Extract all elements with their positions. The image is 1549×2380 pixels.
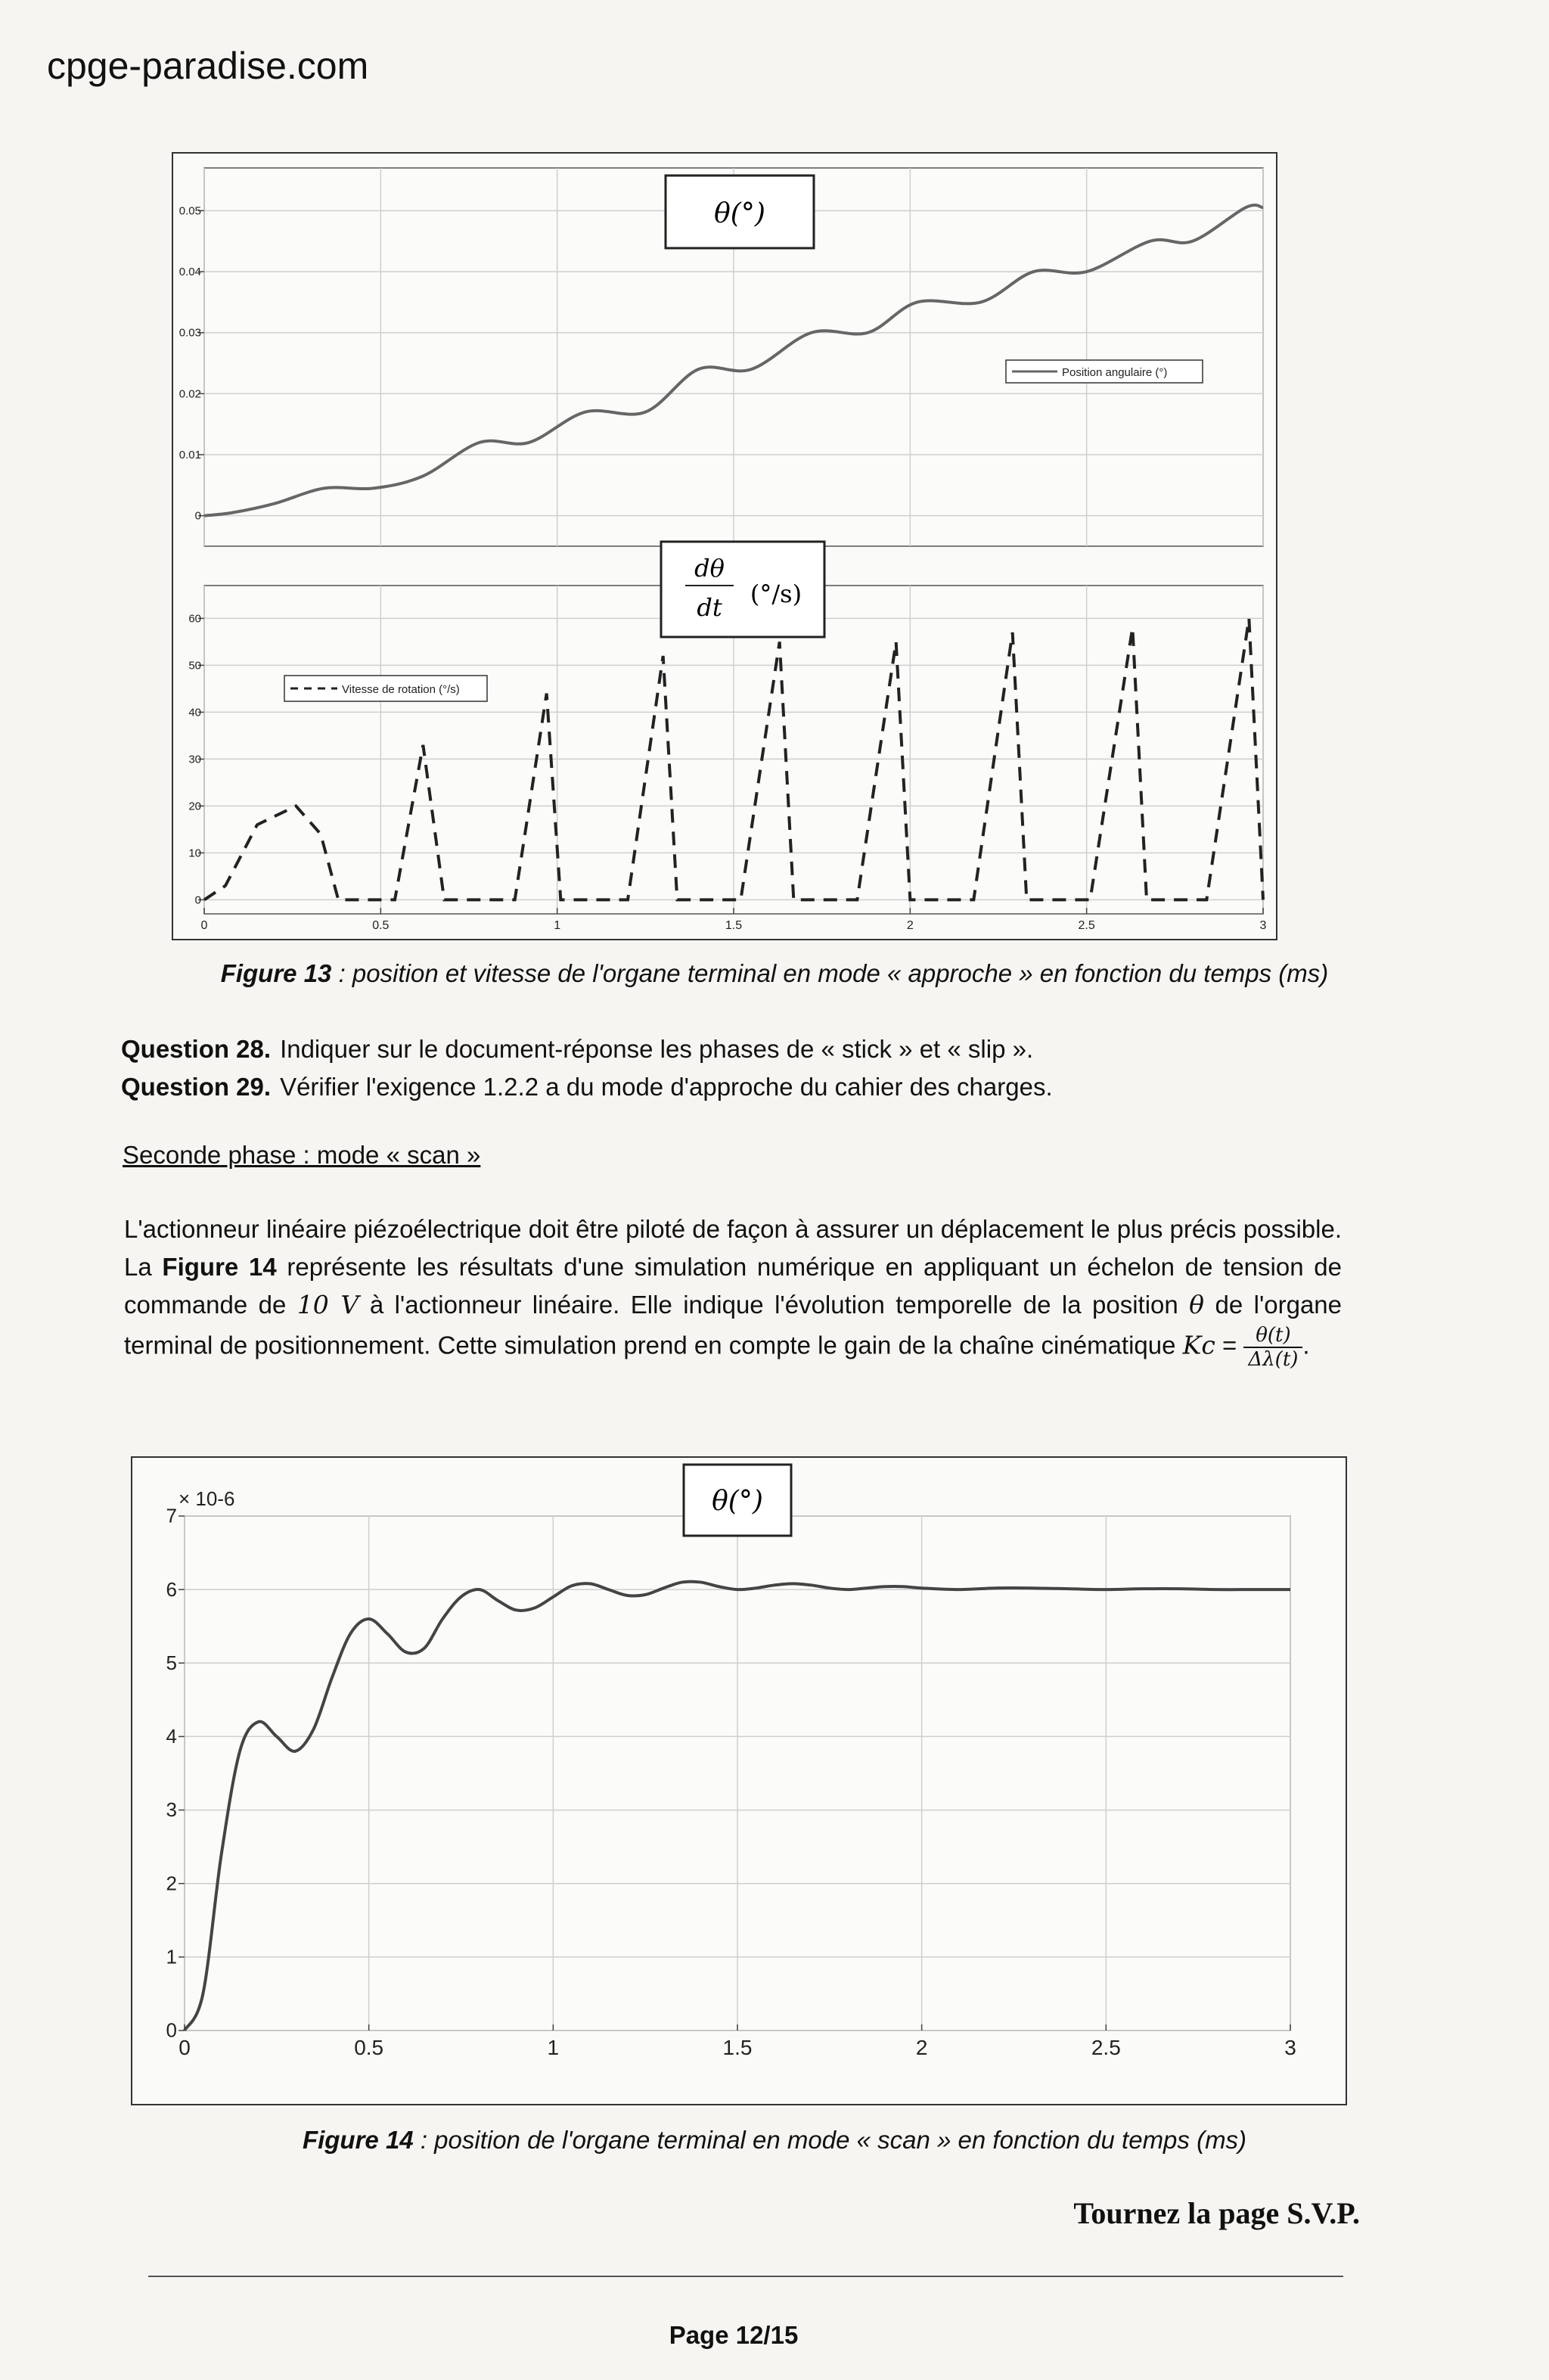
- footer-rule: [148, 2276, 1343, 2277]
- page-number: Page 12/15: [669, 2321, 799, 2349]
- turn-page-note: Tournez la page S.V.P.: [1073, 2196, 1360, 2230]
- x-tick-label: 2.5: [1091, 2036, 1121, 2059]
- kc-denominator: Δλ(t): [1248, 1348, 1299, 1371]
- y-tick-label: 0: [194, 893, 201, 907]
- watermark: cpge-paradise.com: [47, 45, 369, 87]
- y-tick-label: 5: [166, 1651, 177, 1674]
- y-tick-label: 0: [166, 2018, 177, 2042]
- question-28: [121, 1035, 1033, 1064]
- figure-14-chart: [129, 1454, 1354, 2112]
- legend-velocity-label: Vitesse de rotation (°/s): [342, 683, 460, 696]
- paragraph-kc: Kc: [1182, 1330, 1215, 1360]
- y-tick-label: 0.04: [178, 266, 201, 279]
- figure-13-caption-label: Figure 13: [220, 959, 332, 987]
- paragraph-voltage: 10 V: [296, 1290, 359, 1319]
- x-tick-label: 0: [200, 919, 208, 932]
- y-tick-label: 6: [166, 1577, 177, 1601]
- y-tick-label: 1: [166, 1945, 177, 1968]
- x-tick-label: 1.5: [725, 919, 743, 932]
- figure-13-chart: [166, 148, 1286, 950]
- paragraph-text-3: à l'actionneur linéaire. Elle indique l'évolution temporelle de la position: [359, 1291, 1190, 1319]
- paragraph-figure-ref: Figure 14: [162, 1253, 277, 1281]
- x-tick-label: 2: [915, 2036, 928, 2059]
- x-tick-label: 2: [906, 919, 914, 932]
- x-tick-label: 1.5: [722, 2036, 753, 2059]
- y-tick-label: 40: [188, 706, 201, 719]
- x-tick-label: 2.5: [1078, 919, 1095, 932]
- question-29: [121, 1073, 1053, 1101]
- legend-position-label: Position angulaire (°): [1062, 366, 1168, 379]
- paragraph-text-2: représente les résultats d'une simulation numérique en appliquant un échelon de tension de commande de: [124, 1253, 1342, 1319]
- body-paragraph: L'actionneur linéaire piézoélectrique doit être piloté de façon à assurer un déplacement le plus précis possible. La Figure 14 représente les résultats d'une simulation numérique en appliquant un échelon de tension de commande de 10 V à l'actionneur linéaire. Elle indique l'évolution temporelle de la position θ de l'organe terminal de positionnement. Cette simulation prend en compte le gain de la chaîne cinématique Kc = $\frac{\theta(t)}{\Delta\lambda(t)}$ .: [124, 1215, 1342, 1371]
- x-tick-label: 3: [1284, 2036, 1296, 2059]
- figure-14-caption-label: Figure 14: [302, 2126, 414, 2154]
- paragraph-text-4: de l'organe terminal de positionnement. Cette simulation prend en compte le gain de la chaîne cinématique: [124, 1291, 1342, 1359]
- x-tick-label: 1: [547, 2036, 560, 2059]
- x-tick-label: 0.5: [372, 919, 390, 932]
- figure-14-caption-text: : position de l'organe terminal en mode « scan » en fonction du temps (ms): [413, 2126, 1247, 2154]
- y-tick-label: 0.03: [178, 326, 201, 340]
- y-tick-label: 4: [166, 1725, 177, 1748]
- y-tick-label: 20: [188, 800, 201, 813]
- paragraph-text-1: L'actionneur linéaire piézoélectrique doit être piloté de façon à assurer un déplacement le plus précis possible. La: [124, 1215, 1342, 1281]
- y-tick-label: 30: [188, 753, 201, 766]
- y-tick-label: 0: [194, 509, 201, 523]
- y-tick-label: 2: [166, 1872, 177, 1895]
- y-tick-label: 7: [166, 1504, 177, 1527]
- y-tick-label: 0.01: [178, 449, 201, 462]
- y-tick-label: 50: [188, 659, 201, 673]
- question-28-text: Indiquer sur le document-réponse les phases de « stick » et « slip ».: [280, 1035, 1034, 1063]
- kc-fraction: [1243, 1324, 1302, 1371]
- figure-13-caption: [0, 959, 1549, 988]
- question-28-label: Question 28.: [121, 1035, 272, 1063]
- x-tick-label: 3: [1259, 919, 1267, 932]
- dtheta-unit: (°/s): [750, 579, 802, 608]
- section-title: Seconde phase : mode « scan »: [123, 1141, 481, 1169]
- figure-14-caption: [0, 2126, 1549, 2155]
- x-tick-label: 1: [554, 919, 561, 932]
- kc-numerator: θ(t): [1243, 1324, 1302, 1348]
- figure-13-caption-text: : position et vitesse de l'organe terminal en mode « approche » en fonction du temps (ms): [331, 959, 1329, 987]
- theta-label: θ(°): [714, 198, 765, 229]
- x-tick-label: 0.5: [354, 2036, 384, 2059]
- x-tick-label: 0: [178, 2036, 191, 2059]
- question-29-text: Vérifier l'exigence 1.2.2 a du mode d'approche du cahier des charges.: [280, 1073, 1053, 1101]
- theta-label-fig14: θ(°): [712, 1486, 763, 1517]
- y-multiplier: × 10-6: [178, 1487, 235, 1510]
- y-tick-label: 0.05: [178, 204, 201, 218]
- question-29-label: Question 29.: [121, 1073, 272, 1101]
- dtheta-denominator: dt: [697, 593, 722, 622]
- paragraph-theta: θ: [1189, 1290, 1205, 1319]
- y-tick-label: 3: [166, 1798, 177, 1822]
- y-tick-label: 10: [188, 847, 201, 860]
- dtheta-numerator: dθ: [694, 554, 725, 583]
- y-tick-label: 60: [188, 612, 201, 626]
- y-tick-label: 0.02: [178, 387, 201, 401]
